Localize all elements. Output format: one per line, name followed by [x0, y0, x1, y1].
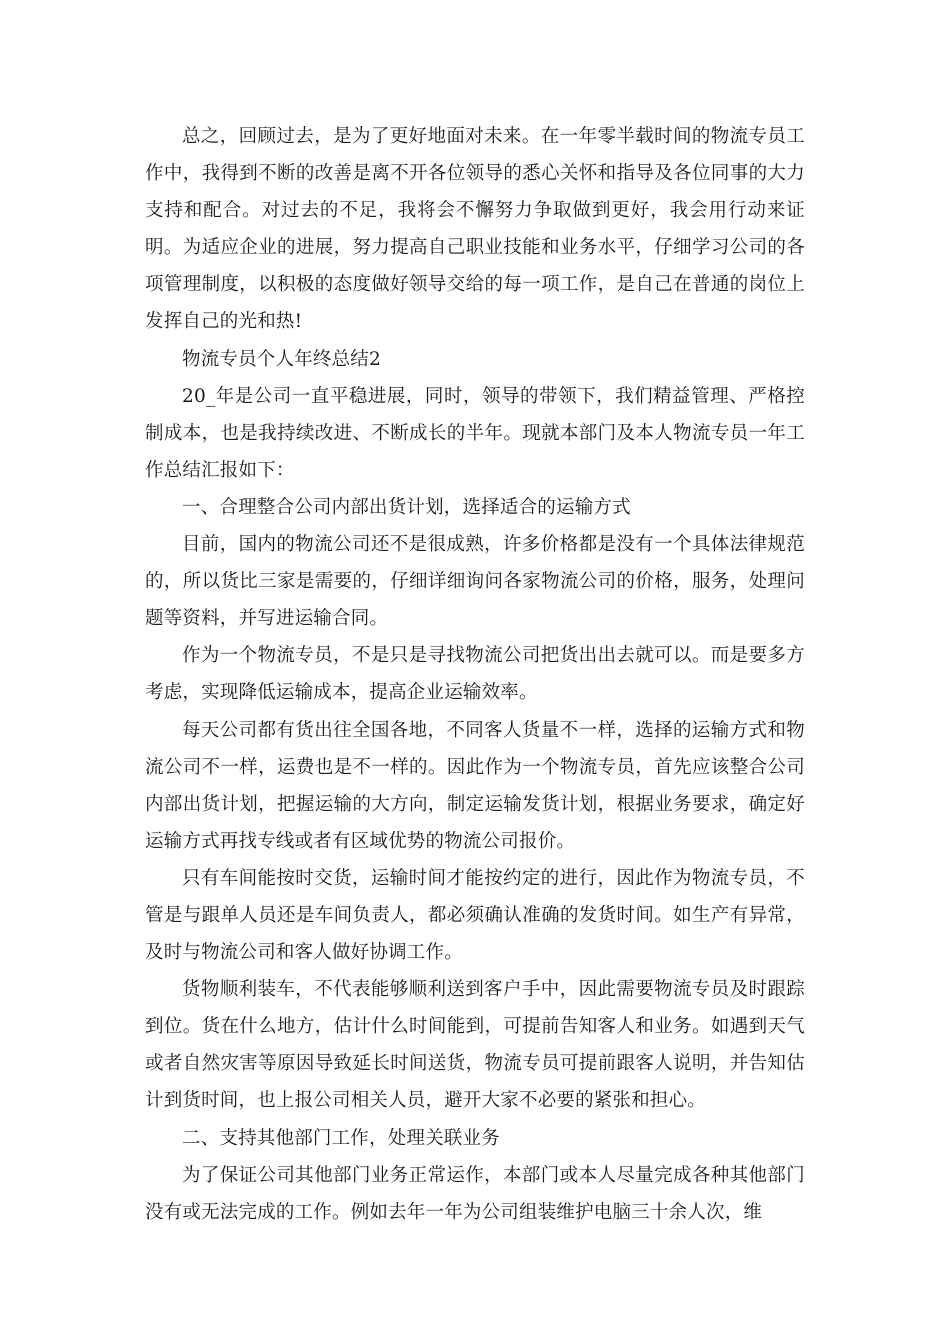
- heading-section-1: 一、合理整合公司内部出货计划，选择适合的运输方式: [182, 496, 631, 518]
- section-title-summary-2: 物流专员个人年终总结2: [182, 348, 381, 370]
- paragraph-tracking: 货物顺利装车，不代表能够顺利送到客户手中，因此需要物流专员及时跟踪到位。货在什么地方，估计什么时间能到，可提前告知客人和业务。如遇到天气或者自然灾害等原因导致延长时间送货，物流专员可提前跟客人说明，并告知估计到货时间，也上报公司相关人员，避开大家不必要的紧张和担心。: [145, 979, 805, 1112]
- paragraph-reduce-cost: 作为一个物流专员，不是只是寻找物流公司把货出出去就可以。而是要多方考虑，实现降低运输成本，提高企业运输效率。: [145, 645, 805, 704]
- paragraph-support-departments: 为了保证公司其他部门业务正常运作，本部门或本人尽量完成各种其他部门没有或无法完成的工作。例如去年一年为公司组装维护电脑三十余人次，维: [145, 1164, 805, 1223]
- paragraph-conclusion: 总之，回顾过去，是为了更好地面对未来。在一年零半载时间的物流专员工作中，我得到不断的改善是离不开各位领导的悉心关怀和指导及各位同事的大力支持和配合。对过去的不足，我将会不懈努力争取做到更好，我会用行动来证明。为适应企业的进展，努力提高自己职业技能和业务水平，仔细学习公司的各项管理制度，以积极的态度做好领导交给的每一项工作，是自己在普通的岗位上发挥自己的光和热!: [145, 126, 805, 333]
- paragraph-delivery-time: 只有车间能按时交货，运输时间才能按约定的进行，因此作为物流专员，不管是与跟单人员还是车间负责人，都必须确认准确的发货时间。如生产有异常，及时与物流公司和客人做好协调工作。: [145, 867, 805, 964]
- paragraph-shipping-plan: 每天公司都有货出往全国各地，不同客人货量不一样，选择的运输方式和物流公司不一样，运费也是不一样的。因此作为一个物流专员，首先应该整合公司内部出货计划，把握运输的大方向，制定运输发货计划，根据业务要求，确定好运输方式再找专线或者有区域优势的物流公司报价。: [145, 719, 805, 852]
- paragraph-intro: 20_年是公司一直平稳进展，同时，领导的带领下，我们精益管理、严格控制成本，也是我持续改进、不断成长的半年。现就本部门及本人物流专员一年工作总结汇报如下：: [145, 385, 805, 481]
- document-body: [145, 118, 805, 1231]
- paragraph-compare-prices: 目前，国内的物流公司还不是很成熟，许多价格都是没有一个具体法律规范的，所以货比三家是需要的，仔细详细询问各家物流公司的价格，服务，处理问题等资料，并写进运输合同。: [145, 534, 805, 630]
- heading-section-2: 二、支持其他部门工作，处理关联业务: [182, 1127, 500, 1149]
